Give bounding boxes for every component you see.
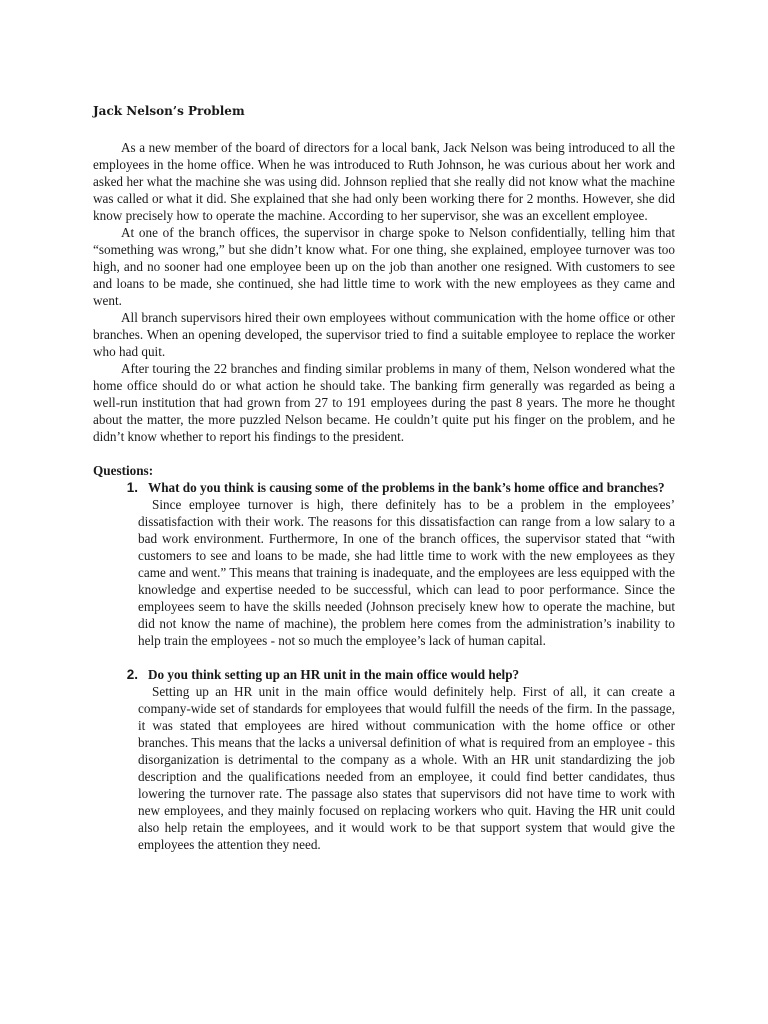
case-paragraph: After touring the 22 branches and finding similar problems in many of them, Nelson wondered what the home office should do or what action he should take. The banking firm generally was regarded as being a well-run institution that had grown from 27 to 191 employees during the past 8 years. The more he thought about the matter, the more puzzled Nelson became. He couldn’t quite put his finger on the problem, and he didn’t know whether to report his findings to the president. [93,361,675,444]
questions-heading: Questions: [93,463,154,478]
case-paragraph: All branch supervisors hired their own employees without communication with the home office or other branches. When an opening developed, the supervisor tried to find a suitable employee to replace the worker who had quit. [93,310,675,359]
question-line [93,479,675,496]
answer-text: Since employee turnover is high, there definitely has to be a problem in the employees’ dissatisfaction with their work. The reasons for this dissatisfaction can range from a low salary to a bad work environment. Furthermore, In one of the branch offices, the supervisor stated that “with customers to see and loans to be made, she had little time to work with the new employees as they came and went.” This means that training is inadequate, and the employees are less equipped with the knowledge and expertise needed to be successful, which can lead to poor performance. Since the employees seem to have the skills needed (Johnson precisely knew how to operate the machine, but did not know the name of machine), the problem here comes from the administration’s inability to help train the employees - not so much the employee’s lack of human capital. [138,497,675,648]
question-text: Do you think setting up an HR unit in the main office would help? [148,667,520,682]
question-text: What do you think is causing some of the problems in the bank’s home office and branches? [148,480,665,495]
document-title: Jack Nelson’s Problem [93,104,245,118]
case-paragraph: At one of the branch offices, the supervisor in charge spoke to Nelson confidentially, telling him that “something was wrong,” but she didn’t know what. For one thing, she explained, employee turnover was too high, and no sooner had one employee been up on the job than another one resigned. With customers to see and loans to be made, she continued, she had little time to work with the new employees as they came and went. [93,225,675,308]
question-number: 1. [126,480,138,495]
question-number: 2. [126,667,138,682]
answer-text: Setting up an HR unit in the main office would definitely help. First of all, it can create a company-wide set of standards for employees that would fulfill the needs of the firm. In the passage, it was stated that employees are hired without communication with the home office or other branches. This means that the lacks a universal definition of what is required from an employee - this disorganization is detrimental to the company as a whole. With an HR unit standardizing the job description and the qualifications needed from an employee, it could find better candidates, thus lowering the turnover rate. The passage also states that supervisors did not have time to work with new employees, and they mainly focused on replacing workers who quit. Having the HR unit could also help retain the employees, and it would work to be that support system that would give the employees the attention they need. [138,684,675,852]
answer-block [93,683,675,853]
question-line [93,666,675,683]
question-block [93,666,675,853]
document-body [93,103,675,853]
case-paragraph: As a new member of the board of directors for a local bank, Jack Nelson was being introduced to all the employees in the home office. When he was introduced to Ruth Johnson, he was curious about her work and asked her what the machine she was using did. Johnson replied that she really did not know what the machine was called or what it did. She explained that she had only been working there for 2 months. However, she did know precisely how to operate the machine. According to her supervisor, she was an excellent employee. [93,140,675,223]
question-block [93,479,675,649]
answer-block [93,496,675,649]
